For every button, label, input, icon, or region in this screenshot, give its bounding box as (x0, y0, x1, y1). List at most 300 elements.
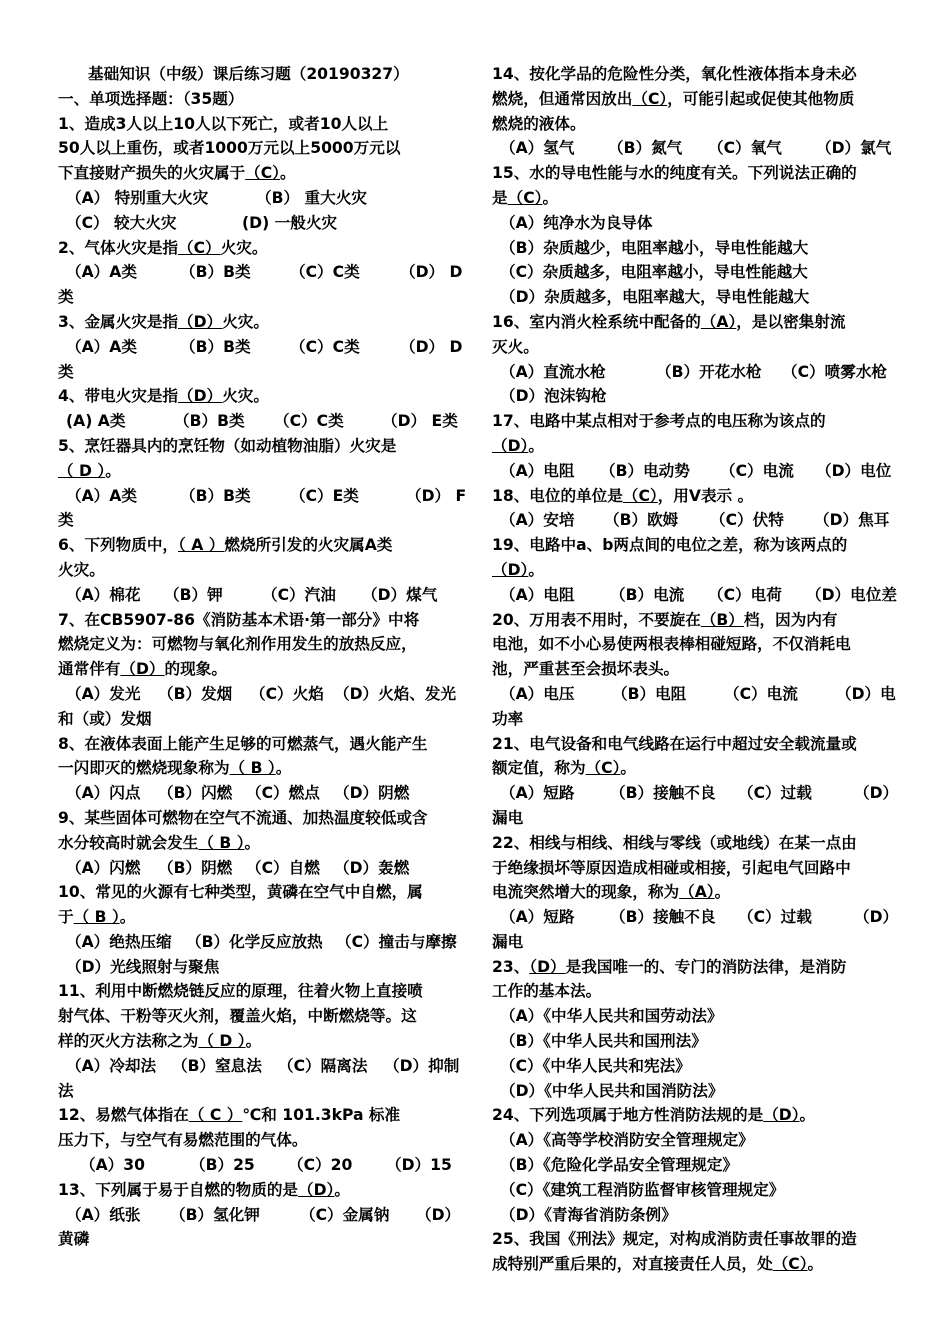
option-text: （D） D (400, 263, 463, 282)
text-line (492, 707, 894, 732)
line-text: 20、万用表不用时，不要旋在 (492, 610, 701, 629)
options-line (492, 781, 899, 806)
answer-blank: （D） (178, 312, 223, 331)
line-text: 8、在液体表面上能产生足够的可燃蒸气，遇火能产生 (58, 734, 428, 753)
text-line (58, 1029, 460, 1054)
options-line (58, 856, 460, 881)
line-text: （A）《高等学校消防安全管理规定》 (500, 1131, 754, 1150)
line-text: 成特别严重后果的，对直接责任人员，处 (492, 1255, 773, 1274)
option-text: （B）开花水枪 (656, 362, 762, 381)
option-text: （C）撞击与摩擦 (336, 932, 457, 951)
line-text: 2、气体火灾是指 (58, 238, 179, 257)
text-line (492, 1128, 894, 1153)
text-line (492, 732, 894, 757)
option-text: （D）煤气 (362, 585, 438, 604)
answer-blank: （C） (632, 89, 668, 108)
option-text: （B）B类 (180, 337, 251, 356)
line-text: 燃烧的液体。 (492, 114, 586, 133)
text-line (492, 87, 894, 112)
text-line (492, 632, 894, 657)
text-line (58, 1178, 460, 1203)
text-line (492, 409, 894, 434)
option-text: （C）过载 (738, 908, 812, 927)
answer-blank: （ B ） (229, 759, 276, 778)
line-text: （D）《青海省消防条例》 (500, 1205, 677, 1224)
option-text: （C）C类 (290, 337, 360, 356)
option-text: （B） 重大火灾 (256, 188, 367, 207)
answer-blank: （A） (700, 312, 737, 331)
option-text: （A）闪燃 (66, 858, 141, 877)
option-text: （A）A类 (66, 486, 137, 505)
text-line (58, 1128, 460, 1153)
text-line (492, 310, 894, 335)
option-text: (A) A类 (66, 412, 126, 431)
text-line (492, 657, 894, 682)
option-text: （B）钾 (164, 585, 223, 604)
line-text: 3、金属火灾是指 (58, 312, 179, 331)
line-text: 一、单项选择题：（35题） (58, 89, 244, 108)
options-line (58, 260, 463, 285)
text-line (58, 310, 460, 335)
answer-blank: （D） (492, 436, 529, 455)
option-text: （D）轰燃 (334, 858, 410, 877)
line-text: （D）《中华人民共和国消防法》 (500, 1081, 724, 1100)
option-text: （D）抑制 (384, 1056, 460, 1075)
line-text: 通常伴有 (58, 660, 121, 679)
option-text: （B）发烟 (158, 684, 233, 703)
option-text: （C）电荷 (708, 585, 782, 604)
option-text: （A）短路 (500, 784, 575, 803)
text-line (492, 335, 894, 360)
option-text: （D） (854, 908, 899, 927)
text-line (58, 360, 460, 385)
option-text: （D）电 (836, 684, 896, 703)
text-line (58, 459, 460, 484)
answer-blank: （B） (700, 610, 744, 629)
text-line (58, 508, 460, 533)
answer-blank: （C） (585, 759, 621, 778)
line-text: 24、下列选项属于地方性消防法规的是 (492, 1106, 764, 1125)
line-text: 额定值，称为 (492, 759, 586, 778)
line-text: 下直接财产损失的火灾属于 (58, 164, 246, 183)
option-text: （D）电位差 (806, 585, 897, 604)
option-text: （D）焦耳 (814, 511, 890, 530)
option-text: （B）氮气 (608, 139, 683, 158)
line-text: 法 (58, 1081, 74, 1100)
text-line (492, 1103, 894, 1128)
text-line (58, 1227, 460, 1252)
option-text: （C）喷雾水枪 (782, 362, 888, 381)
option-text: （C）隔离法 (278, 1056, 368, 1075)
line-text: 工作的基本法。 (492, 982, 602, 1001)
options-line (58, 583, 460, 608)
answer-blank: （ D ） (198, 1032, 246, 1051)
option-text: （B）窒息法 (172, 1056, 262, 1075)
text-line (58, 136, 460, 161)
line-text: （B）《危险化学品安全管理规定》 (500, 1156, 738, 1175)
text-line (58, 806, 460, 831)
options-line (58, 1203, 460, 1228)
text-line (58, 979, 460, 1004)
text-line (58, 955, 460, 980)
line-text: 于 (58, 908, 74, 927)
text-line (492, 1178, 894, 1203)
answer-blank: （C） (178, 238, 221, 257)
option-text: （A）A类 (66, 263, 137, 282)
text-line (58, 756, 460, 781)
line-text: 类 (58, 362, 74, 381)
line-text-after: 。 (119, 908, 136, 927)
line-text-after: 。 (334, 1180, 350, 1199)
line-text: 样的灭火方法称之为 (58, 1032, 199, 1051)
answer-blank: （ C ） (188, 1106, 243, 1125)
option-text: （A）棉花 (66, 585, 141, 604)
text-line (58, 161, 460, 186)
line-text: 21、电气设备和电气线路在运行中超过安全载流量或 (492, 734, 857, 753)
answer-blank: （C） (622, 486, 658, 505)
line-text-after: 的现象。 (164, 660, 227, 679)
text-line (58, 434, 460, 459)
line-text-after: ，可能引起或促使其他物质 (667, 89, 855, 108)
answer-blank: （C） (245, 164, 280, 183)
option-text: （A）氢气 (500, 139, 575, 158)
answer-blank: （ B ） (73, 908, 120, 927)
line-text: 类 (58, 288, 74, 307)
answer-blank: （D） (178, 387, 223, 406)
line-text: 15、水的导电性能与水的纯度有关。下列说法正确的 (492, 164, 857, 183)
line-text: 6、下列物质中， (58, 536, 179, 555)
line-text: 燃烧，但通常因放出 (492, 89, 633, 108)
line-text: 黄磷 (58, 1230, 90, 1249)
answer-blank: （ B ） (198, 833, 245, 852)
line-text: （C）《建筑工程消防监督审核管理规定》 (500, 1180, 785, 1199)
answer-blank: （C） (772, 1255, 808, 1274)
option-text: （A）A类 (66, 337, 137, 356)
option-text: （A）直流水枪 (500, 362, 606, 381)
option-text: （C） 较大火灾 (66, 213, 177, 232)
line-text: 压力下，与空气有易燃范围的气体。 (58, 1131, 308, 1150)
text-line (492, 161, 894, 186)
line-text: 燃烧定义为：可燃物与氧化剂作用发生的放热反应， (58, 635, 417, 654)
options-line (58, 1054, 460, 1079)
option-text: （D） (854, 784, 899, 803)
text-line (492, 756, 894, 781)
line-text: 于绝缘损坏等原因造成相碰或相接，引起电气回路中 (492, 858, 851, 877)
text-line (492, 979, 894, 1004)
options-line (492, 682, 894, 707)
text-line (58, 533, 460, 558)
answer-blank: （ D ） (58, 461, 106, 480)
answer-blank: （D） (763, 1106, 800, 1125)
text-line (492, 558, 894, 583)
line-text: （A）《中华人民共和国劳动法》 (500, 1007, 723, 1026)
text-line (492, 806, 894, 831)
option-text: （C）燃点 (246, 784, 320, 803)
text-line (58, 558, 460, 583)
line-text-after: 。 (807, 1255, 824, 1274)
line-text: 电池，如不小心易使两根表棒相碰短路，不仅消耗电 (492, 635, 851, 654)
option-text: （B）接触不良 (610, 784, 716, 803)
line-text: 1、造成3人以上10人以下死亡，或者10人以上 (58, 114, 389, 133)
option-text: (D) 一般火灾 (242, 213, 338, 232)
line-text-after: 。 (528, 436, 544, 455)
text-line (492, 484, 894, 509)
line-text-after: 。 (245, 1032, 262, 1051)
option-text: （B）欧姆 (604, 511, 679, 530)
answer-blank: （D） (492, 560, 529, 579)
line-text-after: ℃和 101.3kPa 标准 (242, 1106, 401, 1125)
option-text: （B）电阻 (612, 684, 687, 703)
text-line (58, 632, 460, 657)
option-text: （A）绝热压缩 (66, 932, 172, 951)
options-line (492, 508, 894, 533)
text-line (492, 1203, 894, 1228)
line-text-after: 。 (542, 188, 559, 207)
text-line (58, 112, 460, 137)
option-text: （C）火焰 (250, 684, 324, 703)
option-text: （B）阴燃 (158, 858, 233, 877)
line-text-after: 。 (279, 164, 296, 183)
answer-blank: （A） (679, 883, 715, 902)
text-line (58, 87, 460, 112)
line-text: 一闪即灭的燃烧现象称为 (58, 759, 230, 778)
answer-blank: （D） (120, 660, 165, 679)
options-line (58, 781, 460, 806)
line-text: 电流突然增大的现象，称为 (492, 883, 680, 902)
option-text: （B）25 (190, 1156, 255, 1175)
option-text: （C）伏特 (710, 511, 784, 530)
line-text: 类 (58, 511, 74, 530)
option-text: （D）火焰、发光 (334, 684, 457, 703)
option-text: （D） (416, 1205, 461, 1224)
text-line (492, 930, 894, 955)
text-line (58, 880, 460, 905)
text-line (492, 236, 894, 261)
option-text: （D）电位 (816, 461, 892, 480)
option-text: （B）接触不良 (610, 908, 716, 927)
text-line (58, 608, 460, 633)
text-line (492, 211, 894, 236)
option-text: （B）电动势 (600, 461, 690, 480)
answer-blank: （D） (529, 957, 566, 976)
options-line (58, 186, 460, 211)
text-line (492, 1054, 894, 1079)
line-text-after: 火灾。 (222, 312, 269, 331)
options-line (58, 930, 460, 955)
options-line (58, 211, 460, 236)
text-line (492, 434, 894, 459)
line-text-after: 。 (105, 461, 121, 480)
text-line (58, 384, 460, 409)
options-line (492, 583, 897, 608)
text-line (492, 1004, 894, 1029)
line-text-after: ，用V表示 。 (657, 486, 754, 505)
line-text: 是 (492, 188, 508, 207)
option-text: （C）C类 (290, 263, 360, 282)
text-line (492, 1153, 894, 1178)
options-line (58, 335, 463, 360)
line-text: （C）《中华人民共和宪法》 (500, 1056, 691, 1075)
line-text: 7、在CB5907-86《消防基本术语·第一部分》中将 (58, 610, 420, 629)
line-text: （D）杂质越多，电阻率越大，导电性能越大 (500, 288, 810, 307)
text-line (58, 1004, 460, 1029)
option-text: （C）电流 (724, 684, 798, 703)
option-text: （A）发光 (66, 684, 141, 703)
line-text-after: 。 (528, 560, 544, 579)
option-text: （B）B类 (180, 486, 251, 505)
line-text: 19、电路中a、b两点间的电位之差，称为该两点的 (492, 536, 848, 555)
option-text: （B）氢化钾 (170, 1205, 260, 1224)
line-text-after: 火灾。 (222, 387, 269, 406)
text-line (492, 1029, 894, 1054)
line-text: （D）泡沫钩枪 (500, 387, 607, 406)
text-line (58, 905, 460, 930)
line-text: 火灾。 (58, 560, 105, 579)
line-text: 14、按化学品的危险性分类，氧化性液体指本身未必 (492, 65, 857, 83)
line-text-after: 。 (275, 759, 292, 778)
line-text: 12、易燃气体指在 (58, 1106, 189, 1125)
text-line (492, 260, 894, 285)
text-line (492, 608, 894, 633)
option-text: （A）纸张 (66, 1205, 141, 1224)
options-line (58, 1153, 460, 1178)
line-text-after: 燃烧所引发的火灾属A类 (224, 536, 393, 555)
option-text: （D）氯气 (816, 139, 892, 158)
option-text: （A） 特别重大火灾 (66, 188, 209, 207)
option-text: （B）电流 (610, 585, 685, 604)
text-line (492, 1227, 894, 1252)
text-line (58, 285, 460, 310)
text-line (58, 707, 460, 732)
option-text: （D） F (406, 486, 467, 505)
line-text-after: 。 (244, 833, 261, 852)
option-text: （D） E类 (382, 412, 458, 431)
option-text: （A）电阻 (500, 461, 575, 480)
answer-blank: （ A ） (178, 536, 225, 555)
text-line (58, 831, 460, 856)
line-text: 4、带电火灾是指 (58, 387, 179, 406)
answer-blank: （C） (507, 188, 543, 207)
option-text: （C）C类 (274, 412, 344, 431)
line-text: 漏电 (492, 808, 524, 827)
option-text: （B）化学反应放热 (186, 932, 323, 951)
line-text: 5、烹饪器具内的烹饪物（如动植物油脂）火灾是 (58, 436, 397, 455)
line-text: （B）《中华人民共和国刑法》 (500, 1032, 707, 1051)
text-line (492, 1079, 894, 1104)
options-line (492, 360, 894, 385)
line-text: 13、下列属于易于自燃的物质的是 (58, 1180, 299, 1199)
text-line (492, 62, 894, 87)
option-text: （C）金属钠 (300, 1205, 390, 1224)
option-text: （A）闪点 (66, 784, 141, 803)
option-text: （B）B类 (180, 263, 251, 282)
line-text: 18、电位的单位是 (492, 486, 623, 505)
line-text: 功率 (492, 709, 524, 728)
option-text: （C）电流 (720, 461, 794, 480)
options-line (58, 409, 460, 434)
text-line (492, 831, 894, 856)
line-text-after: 。 (620, 759, 637, 778)
line-text: 23、 (492, 957, 530, 976)
option-text: （C）过载 (738, 784, 812, 803)
page-title: 基础知识（中级）课后练习题（20190327） (88, 65, 409, 83)
text-line (492, 1252, 894, 1277)
right-column (492, 62, 899, 1277)
option-text: （C）氧气 (708, 139, 782, 158)
left-column (58, 62, 467, 1252)
text-line (492, 112, 894, 137)
line-text-after: 是我国唯一的、专门的消防法律，是消防 (565, 957, 847, 976)
line-text: 22、相线与相线、相线与零线（或地线）在某一点由 (492, 833, 857, 852)
option-text: （D）阴燃 (334, 784, 410, 803)
option-text: （D） D (400, 337, 463, 356)
option-text: （A）30 (80, 1156, 145, 1175)
line-text: （C）杂质越多，电阻率越小，导电性能越大 (500, 263, 808, 282)
text-line (492, 186, 894, 211)
line-text: 50人以上重伤，或者1000万元以上5000万元以 (58, 139, 401, 158)
options-line (492, 136, 894, 161)
text-line (492, 285, 894, 310)
options-line (492, 905, 899, 930)
line-text-after: 火灾。 (220, 238, 268, 257)
answer-blank: （D） (298, 1180, 335, 1199)
line-text: 16、室内消火栓系统中配备的 (492, 312, 701, 331)
line-text-after: 档，因为内有 (743, 610, 838, 629)
option-text: （B）闪燃 (158, 784, 233, 803)
option-text: （C）20 (288, 1156, 353, 1175)
text-line (492, 880, 894, 905)
line-text: 17、电路中某点相对于参考点的电压称为该点的 (492, 412, 826, 431)
text-line (58, 657, 460, 682)
text-line (58, 1079, 460, 1104)
option-text: （B）B类 (174, 412, 245, 431)
option-text: （C）汽油 (262, 585, 336, 604)
line-text-after: 。 (714, 883, 731, 902)
text-line (492, 955, 894, 980)
line-text: 池，严重甚至会损坏表头。 (492, 660, 680, 679)
text-line (58, 1103, 460, 1128)
line-text: 11、利用中断燃烧链反应的原理，往着火物上直接喷 (58, 982, 423, 1001)
text-line (58, 236, 460, 261)
line-text: 灭火。 (492, 337, 539, 356)
option-text: （A）电阻 (500, 585, 575, 604)
line-text-after: ，是以密集射流 (736, 312, 846, 331)
line-text: （D）光线照射与聚焦 (66, 957, 220, 976)
text-line (492, 856, 894, 881)
line-text: 水分较高时就会发生 (58, 833, 199, 852)
option-text: （C）自燃 (246, 858, 320, 877)
option-text: （A）安培 (500, 511, 575, 530)
line-text: 和（或）发烟 (58, 709, 152, 728)
line-text: 25、我国《刑法》规定，对构成消防责任事故罪的造 (492, 1230, 857, 1249)
option-text: （A）短路 (500, 908, 575, 927)
option-text: （A）冷却法 (66, 1056, 157, 1075)
option-text: （A）电压 (500, 684, 575, 703)
text-line (58, 732, 460, 757)
options-line (492, 459, 894, 484)
line-text: （B）杂质越少，电阻率越小，导电性能越大 (500, 238, 809, 257)
line-text: 10、常见的火源有七种类型，黄磷在空气中自燃，属 (58, 883, 423, 902)
text-line (492, 384, 894, 409)
line-text: （A）纯净水为良导体 (500, 213, 653, 232)
line-text: 9、某些固体可燃物在空气不流通、加热温度较低或含 (58, 808, 428, 827)
line-text-after: 。 (799, 1106, 816, 1125)
options-line (58, 484, 467, 509)
line-text: 射气体、干粉等灭火剂，覆盖火焰，中断燃烧等。这 (58, 1007, 417, 1026)
line-text: 漏电 (492, 932, 524, 951)
text-line (492, 533, 894, 558)
options-line (58, 682, 460, 707)
